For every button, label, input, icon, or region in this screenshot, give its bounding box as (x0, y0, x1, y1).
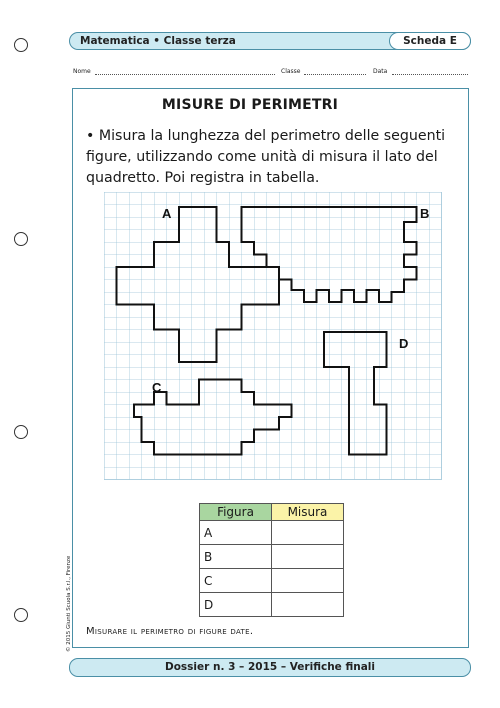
date-field[interactable] (392, 74, 468, 75)
table-row (200, 521, 344, 545)
class-label: Classe (281, 68, 301, 75)
binder-hole (14, 232, 28, 246)
figure-label-c: C (152, 380, 162, 395)
table-row (200, 569, 344, 593)
date-label: Data (373, 68, 388, 75)
binder-hole (14, 425, 28, 439)
sheet-tab: Scheda E (389, 32, 471, 50)
figure-label-b: B (420, 206, 430, 221)
misura-cell[interactable] (272, 521, 344, 545)
exercise-title: MISURE DI PERIMETRI (161, 97, 339, 113)
footer-bar: Dossier n. 3 – 2015 – Verifiche finali (69, 658, 471, 677)
class-field[interactable] (304, 74, 366, 75)
name-label: Nome (73, 68, 91, 75)
binder-hole (14, 608, 28, 622)
column-header-figura: Figura (200, 504, 272, 521)
column-header-misura: Misura (272, 504, 344, 521)
table-header-row (200, 504, 344, 521)
table-row (200, 545, 344, 569)
subject-title: Matematica • Classe terza (80, 35, 236, 47)
misura-cell[interactable] (272, 569, 344, 593)
copyright-notice: © 2015 Giunti Scuola S.r.l., Firenze (66, 555, 72, 652)
exercise-instructions: • Misura la lunghezza del perimetro delle seguenti figure, utilizzando come unità di misura il lato del quadretto. Poi registra in tabella. (86, 128, 446, 186)
table-row (200, 593, 344, 617)
figure-label-a: A (162, 206, 172, 221)
misura-cell[interactable] (272, 593, 344, 617)
measurement-table (199, 503, 344, 617)
binder-hole (14, 38, 28, 52)
figure-label-d: D (399, 336, 409, 351)
name-field[interactable] (95, 74, 275, 75)
figura-cell: A (200, 521, 272, 545)
figura-cell: B (200, 545, 272, 569)
figure-grid (104, 192, 444, 490)
objective-caption: Misurare il perimetro di figure date. (86, 626, 254, 637)
header-bar (69, 32, 471, 50)
figura-cell: C (200, 569, 272, 593)
figura-cell: D (200, 593, 272, 617)
grid-background (104, 192, 442, 480)
misura-cell[interactable] (272, 545, 344, 569)
